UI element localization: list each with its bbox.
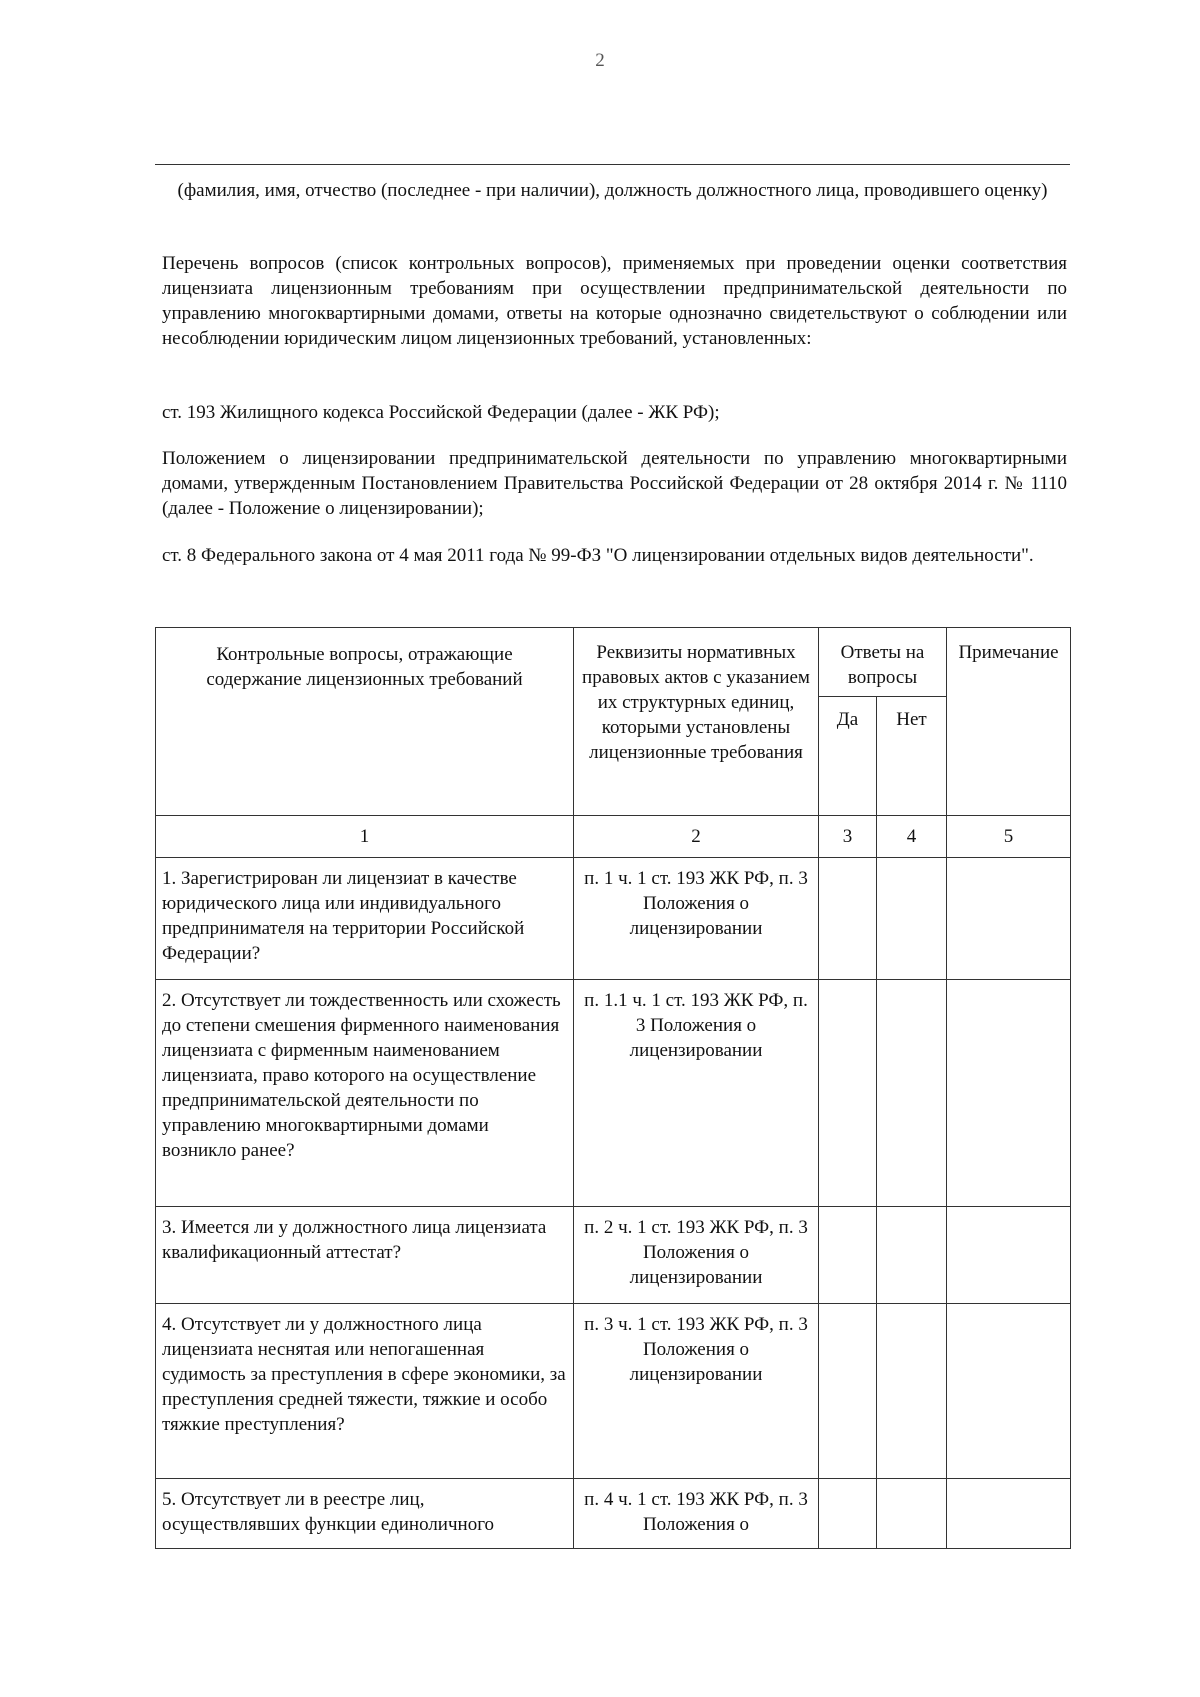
signature-line xyxy=(155,164,1070,165)
column-number: 5 xyxy=(947,816,1071,858)
column-number: 3 xyxy=(819,816,877,858)
table-row xyxy=(156,1207,1071,1304)
column-number: 4 xyxy=(877,816,947,858)
note-cell xyxy=(947,980,1071,1207)
answer-yes-cell xyxy=(819,1304,877,1479)
answer-no-cell xyxy=(877,1207,947,1304)
column-numbers-row xyxy=(156,816,1071,858)
header-notes: Примечание xyxy=(947,628,1071,816)
header-references: Реквизиты нормативных правовых актов с указанием их структурных единиц, которыми установлены лицензионные требования xyxy=(574,628,819,816)
note-cell xyxy=(947,858,1071,980)
answer-no-cell xyxy=(877,1304,947,1479)
table-row xyxy=(156,1479,1071,1549)
answer-no-cell xyxy=(877,980,947,1207)
regulation-paragraph: Положением о лицензировании предпринимательской деятельности по управлению многоквартирными домами, утвержденным Постановлением Правительства Российской Федерации от 28 октября 2014 г. № 1110 (далее - Положение о лицензировании); xyxy=(162,448,1067,519)
question-cell: 3. Имеется ли у должностного лица лицензиата квалификационный аттестат? xyxy=(156,1207,574,1304)
housing-code-paragraph: ст. 193 Жилищного кодекса Российской Федерации (далее - ЖК РФ); xyxy=(162,402,720,423)
question-cell: 2. Отсутствует ли тождественность или схожесть до степени смешения фирменного наименования лицензиата с фирменным наименованием лицензиата, право которого на осуществление предпринимательской деятельности по управлению многоквартирными домами возникло ранее? xyxy=(156,980,574,1207)
checklist-table xyxy=(155,627,1071,1549)
answer-no-cell xyxy=(877,1479,947,1549)
intro-paragraph: Перечень вопросов (список контрольных вопросов), применяемых при проведении оценки соответствия лицензиата лицензионным требованиям при осуществлении предпринимательской деятельности по управлению многоквартирными домами, ответы на которые однозначно свидетельствуют о соблюдении или несоблюдении юридическим лицом лицензионных требований, установленных: xyxy=(162,253,1067,349)
answer-yes-cell xyxy=(819,980,877,1207)
note-cell xyxy=(947,1304,1071,1479)
answer-yes-cell xyxy=(819,858,877,980)
reference-cell: п. 1.1 ч. 1 ст. 193 ЖК РФ, п. 3 Положения о лицензировании xyxy=(574,980,819,1207)
reference-cell: п. 1 ч. 1 ст. 193 ЖК РФ, п. 3 Положения о лицензировании xyxy=(574,858,819,980)
column-number: 1 xyxy=(156,816,574,858)
answer-yes-cell xyxy=(819,1479,877,1549)
question-cell: 1. Зарегистрирован ли лицензиат в качестве юридического лица или индивидуального предпринимателя на территории Российской Федерации? xyxy=(156,858,574,980)
table-row xyxy=(156,980,1071,1207)
table-row xyxy=(156,1304,1071,1479)
reference-cell: п. 2 ч. 1 ст. 193 ЖК РФ, п. 3 Положения о лицензировании xyxy=(574,1207,819,1304)
column-number: 2 xyxy=(574,816,819,858)
answer-yes-cell xyxy=(819,1207,877,1304)
header-yes: Да xyxy=(819,697,877,816)
note-cell xyxy=(947,1479,1071,1549)
header-answers: Ответы на вопросы xyxy=(819,628,947,697)
question-cell: 5. Отсутствует ли в реестре лиц, осуществлявших функции единоличного xyxy=(156,1479,574,1549)
federal-law-paragraph: ст. 8 Федерального закона от 4 мая 2011 года № 99-ФЗ "О лицензировании отдельных видов деятельности". xyxy=(162,545,1034,566)
header-no: Нет xyxy=(877,697,947,816)
table-row xyxy=(156,858,1071,980)
answer-no-cell xyxy=(877,858,947,980)
signature-caption: (фамилия, имя, отчество (последнее - при наличии), должность должностного лица, проводившего оценку) xyxy=(177,180,1048,201)
note-cell xyxy=(947,1207,1071,1304)
page-number: 2 xyxy=(595,50,605,71)
header-questions: Контрольные вопросы, отражающие содержание лицензионных требований xyxy=(156,628,574,816)
reference-cell: п. 4 ч. 1 ст. 193 ЖК РФ, п. 3 Положения о xyxy=(574,1479,819,1549)
question-cell: 4. Отсутствует ли у должностного лица лицензиата неснятая или непогашенная судимость за преступления в сфере экономики, за преступления средней тяжести, тяжкие и особо тяжкие преступления? xyxy=(156,1304,574,1479)
reference-cell: п. 3 ч. 1 ст. 193 ЖК РФ, п. 3 Положения о лицензировании xyxy=(574,1304,819,1479)
